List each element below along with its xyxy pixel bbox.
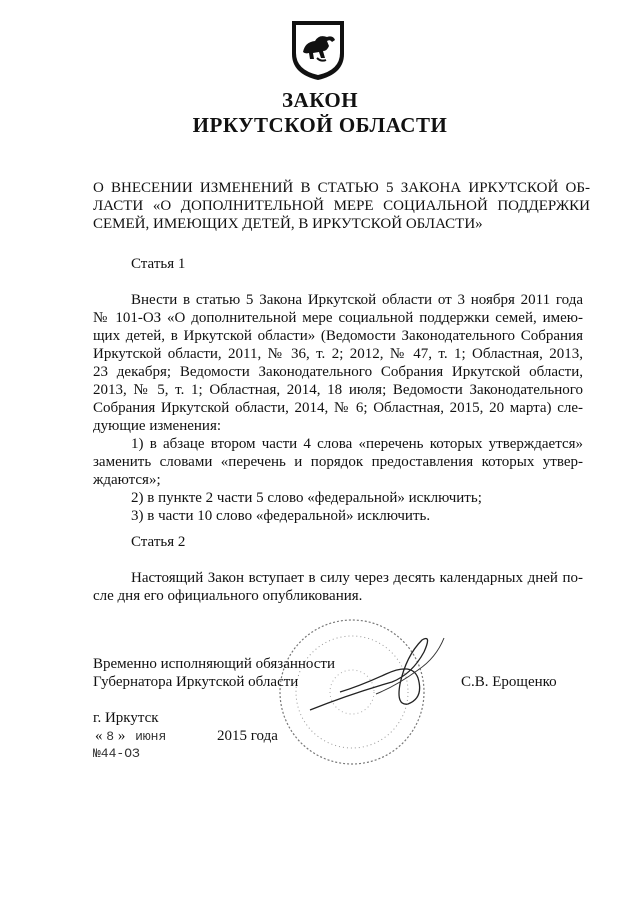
article1-line: щих детей, в Иркутской области» (Ведомости Законодательного Собрания bbox=[93, 328, 583, 344]
signer-position-line2: Губернатора Иркутской области bbox=[93, 674, 299, 690]
article1-line: № 101-ОЗ «О дополнительной мере социальной поддержки семей, имею- bbox=[93, 310, 583, 326]
coat-of-arms-emblem bbox=[289, 18, 347, 82]
signer-position-line1: Временно исполняющий обязанности bbox=[93, 656, 336, 672]
signer-name: С.В. Ерощенко bbox=[461, 674, 557, 690]
handwritten-signature bbox=[300, 622, 450, 727]
law-title-line1: ЗАКОН bbox=[281, 88, 359, 112]
article2-line: Настоящий Закон вступает в силу через десять календарных дней по- bbox=[131, 570, 583, 586]
subject-line: СЕМЕЙ, ИМЕЮЩИХ ДЕТЕЙ, В ИРКУТСКОЙ ОБЛАСТИ» bbox=[93, 216, 483, 232]
article1-line: Иркутской области, 2011, № 36, т. 2; 2012, № 47, т. 1; Областная, 2013, bbox=[93, 346, 583, 362]
place-of-signing: г. Иркутск bbox=[93, 710, 159, 726]
subject-line: О ВНЕСЕНИИ ИЗМЕНЕНИЙ В СТАТЬЮ 5 ЗАКОНА ИРКУТСКОЙ ОБ- bbox=[93, 180, 590, 196]
date-quote-close: » bbox=[117, 728, 126, 744]
article1-line: 2013, № 5, т. 1; Областная, 2014, 18 июля; Ведомости Законодательного bbox=[93, 382, 583, 398]
article1-line: Внести в статью 5 Закона Иркутской области от 3 ноября 2011 года bbox=[131, 292, 583, 308]
article1-line: 23 декабря; Ведомости Законодательного Собрания Иркутской области, bbox=[93, 364, 583, 380]
article2-body bbox=[93, 569, 583, 605]
date-year: 2015 года bbox=[217, 728, 278, 744]
article2-heading: Статья 2 bbox=[131, 534, 186, 550]
article1-item3: 3) в части 10 слово «федеральной» исключить. bbox=[131, 508, 431, 524]
article1-line: Собрания Иркутской области, 2014, № 6; Областная, 2015, 20 марта) сле- bbox=[93, 400, 583, 416]
article1-heading: Статья 1 bbox=[131, 256, 186, 272]
article1-item1-line: 1) в абзаце втором части 4 слова «перечень которых утверждается» bbox=[131, 436, 583, 452]
date-day: 8 bbox=[106, 729, 115, 744]
article1-item1-line: ждаются»; bbox=[93, 472, 161, 488]
subject-line: ЛАСТИ «О ДОПОЛНИТЕЛЬНОЙ МЕРЕ СОЦИАЛЬНОЙ ПОДДЕРЖКИ bbox=[93, 198, 590, 214]
date-line bbox=[95, 727, 166, 746]
date-quote-open: « bbox=[95, 728, 103, 744]
article2-line: сле дня его официального опубликования. bbox=[93, 588, 363, 604]
article1-body bbox=[93, 291, 583, 525]
law-title-line2: ИРКУТСКОЙ ОБЛАСТИ bbox=[192, 113, 448, 137]
article1-line: дующие изменения: bbox=[93, 418, 222, 434]
article1-item1-line: заменить словами «перечень и порядок предоставления которых утвер- bbox=[93, 454, 583, 470]
article1-item2: 2) в пункте 2 части 5 слово «федеральной» исключить; bbox=[131, 490, 482, 506]
law-number: №44-ОЗ bbox=[93, 746, 140, 761]
law-subject bbox=[93, 179, 590, 233]
date-month: июня bbox=[135, 729, 167, 744]
